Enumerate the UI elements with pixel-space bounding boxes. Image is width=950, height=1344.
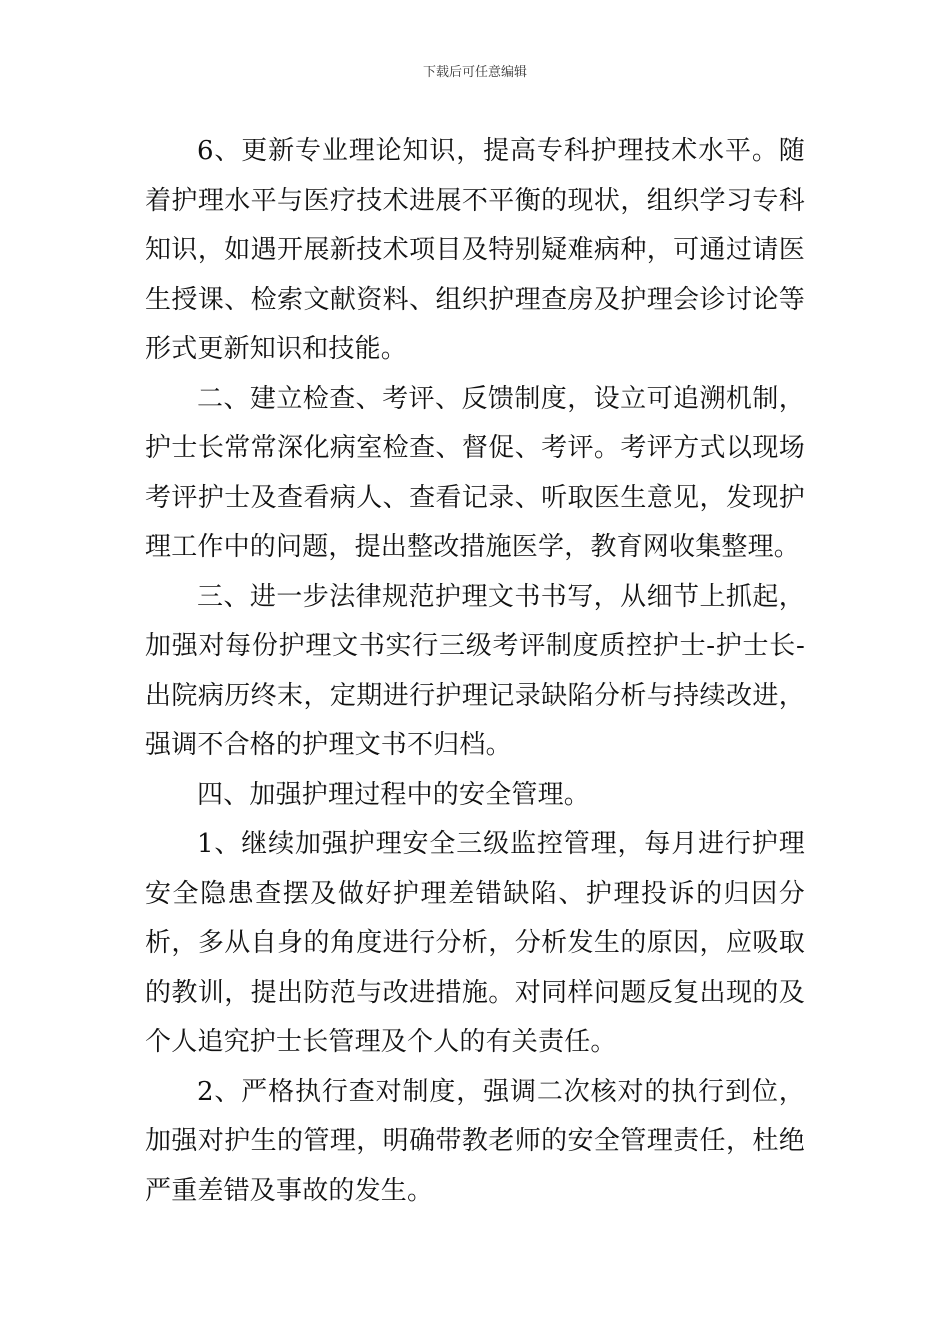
paragraph-item-1: 1、继续加强护理安全三级监控管理，每月进行护理安全隐患查摆及做好护理差错缺陷、护理投诉的归因分析，多从自身的角度进行分析，分析发生的原因，应吸取的教训，提出防范与改进措施。对同样问题反复出现的及个人追究护士长管理及个人的有关责任。 [145, 829, 805, 1057]
paragraph-item-2: 2、严格执行查对制度，强调二次核对的执行到位，加强对护生的管理，明确带教老师的安全管理责任，杜绝严重差错及事故的发生。 [145, 1076, 805, 1206]
paragraph-item-6: 6、更新专业理论知识，提高专科护理技术水平。随着护理水平与医疗技术进展不平衡的现状，组织学习专科知识，如遇开展新技术项目及特别疑难病种，可通过请医生授课、检索文献资料、组织护理查房及护理会诊讨论等形式更新知识和技能。 [145, 136, 805, 364]
paragraph-section-3: 三、进一步法律规范护理文书书写，从细节上抓起，加强对每份护理文书实行三级考评制度质控护士-护士长-出院病历终末，定期进行护理记录缺陷分析与持续改进，强调不合格的护理文书不归档。 [145, 581, 805, 760]
paragraph-section-2: 二、建立检查、考评、反馈制度，设立可追溯机制，护士长常常深化病室检查、督促、考评。考评方式以现场考评护士及查看病人、查看记录、听取医生意见，发现护理工作中的问题，提出整改措施医学，教育网收集整理。 [145, 383, 805, 562]
page-header: 下载后可任意编辑 [422, 65, 527, 80]
document-body [145, 127, 805, 1216]
paragraph-section-4-heading: 四、加强护理过程中的安全管理。 [197, 779, 591, 810]
